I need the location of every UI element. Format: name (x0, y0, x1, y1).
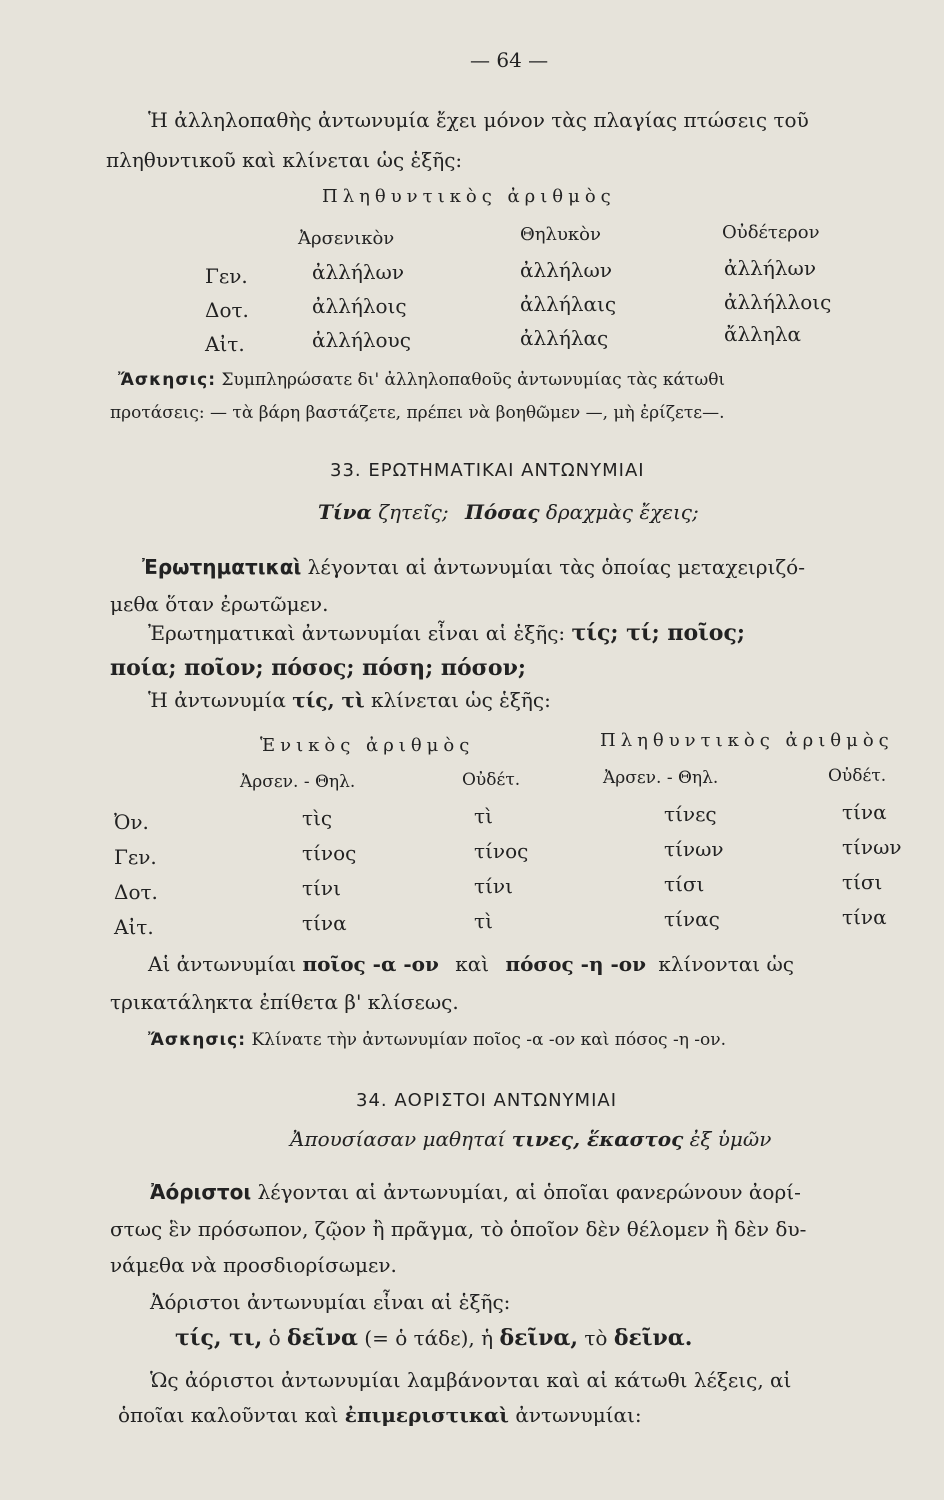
example-text: Ἀπουσίασαν μαθηταί (290, 1127, 506, 1151)
table2-cell: τὶ (474, 909, 493, 933)
table1-cell: ἀλλήλλοις (724, 290, 832, 314)
table2-cell: τίσι (842, 870, 883, 894)
page-number: — 64 — (470, 48, 549, 72)
example-bold: Πόσας (464, 500, 540, 524)
table2-cell: τὶ (474, 804, 493, 828)
table1-cell: ἄλληλα (724, 322, 802, 346)
section-33-para-2-line-2: ποία; ποῖον; πόσος; πόση; πόσον; (110, 655, 526, 681)
section-34-para-4: Ὡς ἀόριστοι ἀντωνυμίαι λαμβάνονται καὶ αἱ κάτωθι λέξεις, αἱ (150, 1368, 792, 1392)
para-text: καὶ (455, 952, 490, 976)
table2-cell: τίνας (664, 907, 720, 931)
pronoun-bold: ποῖος -α -ον (302, 952, 439, 976)
table2-plur-title: Πληθυντικὸς ἀριθμὸς (600, 730, 894, 751)
table2-cell: τὶς (302, 806, 333, 830)
para-text: λέγονται αἱ ἀντωνυμίαι τὰς ὁποίας μεταχειριζό- (307, 555, 805, 579)
table1-title: Πληθυντικὸς ἀριθμὸς (322, 186, 616, 207)
table2-cell: τίνα (302, 911, 347, 935)
section-33-para-1 (142, 555, 805, 579)
para-text: κλίνονται ὡς (658, 952, 794, 976)
table1-case-gen: Γεν. (205, 264, 248, 288)
example-text: ζητεῖς; (378, 500, 449, 524)
example-bold: τινες, ἕκαστος (511, 1127, 684, 1151)
section-34-para-1-line-3: νάμεθα νὰ προσδιορίσωμεν. (110, 1253, 397, 1277)
indefinite-pronoun-list (175, 1325, 692, 1351)
declension-para-line-2: τρικατάληκτα ἐπίθετα β' κλίσεως. (110, 990, 459, 1014)
exercise1-line-2: προτάσεις: — τὰ βάρη βαστάζετε, πρέπει νὰ βοηθῶμεν —, μὴ ἐρίζετε—. (110, 403, 725, 423)
table2-header: Ἀρσεν. - Θηλ. (603, 768, 719, 788)
table2-cell: τίνες (664, 802, 717, 826)
table2-cell: τίνος (474, 839, 529, 863)
pronoun-bold: δεῖνα, (499, 1325, 578, 1351)
table1-cell: ἀλλήλων (312, 260, 404, 284)
table1-cell: ἀλλήλοις (312, 294, 407, 318)
section-34-para-1 (150, 1180, 801, 1204)
section-34-example (290, 1127, 771, 1151)
section-33-para-1-line-2: μεθα ὅταν ἐρωτῶμεν. (110, 592, 329, 616)
example-bold: Τίνα (318, 500, 372, 524)
exercise1-line-1 (118, 370, 725, 390)
table1-case-acc: Αἰτ. (205, 332, 245, 356)
exercise2-text: Κλίνατε τὴν ἀντωνυμίαν ποῖος -α -ον καὶ πόσος -η -ον. (251, 1030, 727, 1050)
table1-cell: ἀλλήλων (724, 256, 816, 280)
table2-case-acc: Αἰτ. (114, 915, 154, 939)
para-text: ἀντωνυμίαι: (515, 1403, 642, 1427)
para-text: ὁ (268, 1326, 281, 1350)
example-text: δραχμὰς ἔχεις; (545, 500, 699, 524)
table2-case-gen: Γεν. (114, 845, 157, 869)
table2-header: Οὐδέτ. (462, 770, 521, 790)
table2-cell: τίνα (842, 905, 887, 929)
pronoun-bold: τίς, τι, (175, 1325, 263, 1351)
section-33-heading: 33. ΕΡΩΤΗΜΑΤΙΚΑΙ ΑΝΤΩΝΥΜΙΑΙ (330, 460, 645, 481)
table2-header: Οὐδέτ. (828, 766, 887, 786)
para-text: λέγονται αἱ ἀντωνυμίαι, αἱ ὁποῖαι φανερώνουν ἀορί- (257, 1180, 801, 1204)
table1-header-fem: Θηλυκὸν (520, 224, 601, 245)
table1-cell: ἀλλήλας (520, 326, 609, 350)
declension-para (148, 952, 794, 976)
table2-cell: τίνων (842, 835, 902, 859)
section-34-heading: 34. ΑΟΡΙΣΤΟΙ ΑΝΤΩΝΥΜΙΑΙ (356, 1090, 618, 1111)
para-text: τὸ (584, 1326, 608, 1350)
table2-cell: τίσι (664, 872, 705, 896)
table2-cell: τίνι (302, 876, 341, 900)
table1-header-neut: Οὐδέτερον (722, 222, 820, 243)
pronoun-bold: πόσος -η -ον (505, 952, 646, 976)
pronoun-bold: δεῖνα. (613, 1325, 693, 1351)
exercise-label: Ἄσκησις: (148, 1030, 247, 1050)
section-34-para-1-line-2: στως ἓν πρόσωπον, ζῷον ἢ πρᾶγμα, τὸ ὁποῖον δὲν θέλομεν ἢ δὲν δυ- (110, 1217, 807, 1241)
exercise-label: Ἄσκησις: (118, 370, 217, 390)
section-34-para-2: Ἀόριστοι ἀντωνυμίαι εἶναι αἱ ἑξῆς: (150, 1290, 511, 1314)
term-bold: Ἀόριστοι (150, 1180, 252, 1204)
pronoun-bold: τίς, τὶ (292, 688, 365, 712)
table2-sing-title: Ἑνικὸς ἀριθμὸς (260, 735, 475, 756)
table2-cell: τίνος (302, 841, 357, 865)
section-33-example (318, 500, 699, 524)
term-bold: Ἐρωτηματικαὶ (142, 555, 302, 579)
exercise2 (148, 1030, 726, 1050)
table1-case-dat: Δοτ. (205, 298, 249, 322)
exercise1-text: Συμπληρώσατε δι' ἀλληλοπαθοῦς ἀντωνυμίας τὰς κάτωθι (221, 370, 726, 390)
intro-line-2: πληθυντικοῦ καὶ κλίνεται ὡς ἑξῆς: (106, 148, 463, 172)
term-bold: ἐπιμεριστικαὶ (344, 1403, 509, 1427)
table1-cell: ἀλλήλαις (520, 292, 617, 316)
table2-case-nom: Ὀν. (114, 810, 149, 834)
table1-cell: ἀλλήλων (520, 258, 612, 282)
pronoun-list-bold: τίς; τί; ποῖος; (571, 620, 745, 646)
para-text: Αἱ ἀντωνυμίαι (148, 952, 297, 976)
pronoun-bold: δεῖνα (287, 1325, 358, 1351)
para-text: Ἐρωτηματικαὶ ἀντωνυμίαι εἶναι αἱ ἑξῆς: (148, 621, 566, 645)
section-33-para-3 (148, 688, 551, 712)
para-text: κλίνεται ὡς ἑξῆς: (371, 688, 551, 712)
intro-line-1: Ἡ ἀλληλοπαθὴς ἀντωνυμία ἔχει μόνον τὰς πλαγίας πτώσεις τοῦ (148, 108, 809, 132)
table1-cell: ἀλλήλους (312, 328, 411, 352)
example-text: ἐξ ὑμῶν (689, 1127, 772, 1151)
section-34-para-4-line-2 (118, 1403, 642, 1427)
table1-header-masc: Ἀρσενικὸν (298, 228, 395, 249)
para-text: Ἡ ἀντωνυμία (148, 688, 286, 712)
table2-cell: τίνων (664, 837, 724, 861)
table2-header: Ἀρσεν. - Θηλ. (240, 772, 356, 792)
para-text: (= ὁ τάδε), ἡ (364, 1326, 494, 1350)
table2-case-dat: Δοτ. (114, 880, 158, 904)
section-33-para-2 (148, 620, 745, 646)
table2-cell: τίνα (842, 800, 887, 824)
table2-cell: τίνι (474, 874, 513, 898)
para-text: ὁποῖαι καλοῦνται καὶ (118, 1403, 339, 1427)
